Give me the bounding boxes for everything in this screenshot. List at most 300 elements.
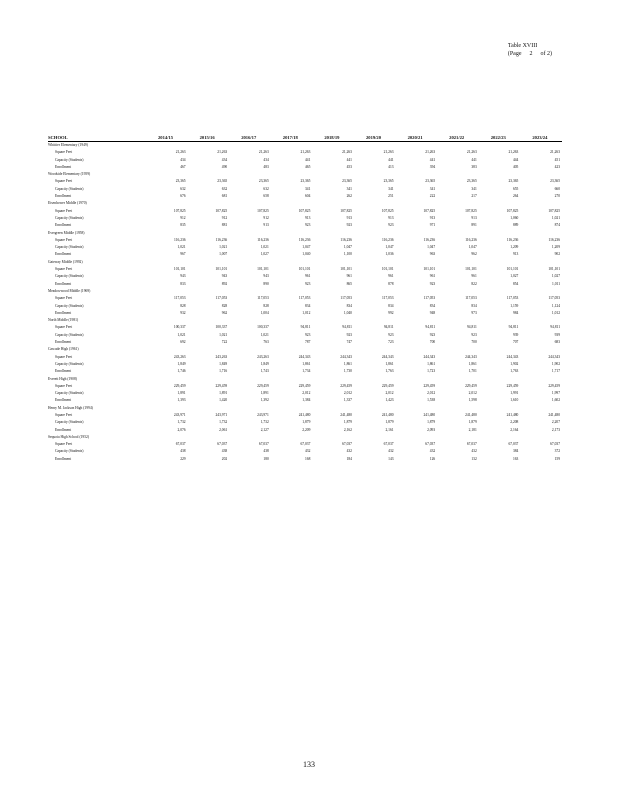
metric-value: 1,602 — [551, 398, 560, 403]
metric-value: 264 — [512, 194, 519, 199]
metric-row — [48, 303, 562, 310]
metric-value: 1,027 — [260, 252, 269, 257]
metric-value: 874 — [554, 223, 560, 228]
metric-value: 1,012 — [551, 310, 560, 315]
metric-value: 1,209 — [510, 245, 519, 250]
metric-value: 67,037 — [550, 442, 560, 447]
metric-value: 902 — [554, 252, 560, 257]
metric-label: Enrollment — [55, 340, 72, 345]
metric-value: 107,825 — [173, 208, 186, 213]
metric-value: 244,343 — [381, 354, 394, 359]
school-row — [48, 434, 562, 441]
metric-value: 835 — [180, 223, 186, 228]
metric-value: 117,053 — [215, 296, 228, 301]
metric-value: 822 — [471, 281, 477, 286]
metric-value: 467 — [180, 164, 186, 169]
metric-value: 241,480 — [423, 412, 436, 417]
metric-value: 2,209 — [302, 427, 311, 432]
metric-value: 1,012 — [302, 310, 311, 315]
metric-value: 372 — [554, 449, 560, 454]
metric-value: 1,027 — [510, 274, 519, 279]
metric-value: 834 — [304, 303, 311, 308]
metric-row — [48, 324, 562, 331]
metric-value: 229,459 — [381, 383, 394, 388]
facilities-table — [48, 133, 562, 463]
metric-row — [48, 222, 562, 229]
metric-value: 2,161 — [385, 427, 394, 432]
metric-value: 341 — [429, 186, 436, 191]
metric-value: 700 — [471, 340, 477, 345]
metric-label: Square Feet — [55, 150, 73, 155]
metric-value: 943 — [221, 274, 228, 279]
metric-value: 1,060 — [510, 215, 519, 220]
metric-row — [48, 339, 562, 346]
metric-value: 1,209 — [551, 245, 560, 250]
metric-value: 444 — [512, 157, 519, 162]
metric-value: 244,343 — [548, 354, 560, 359]
metric-value: 23,365 — [425, 179, 436, 184]
metric-value: 1,021 — [177, 332, 186, 337]
metric-value: 101,101 — [506, 267, 519, 272]
metric-label: Enrollment — [55, 252, 72, 257]
metric-value: 229,459 — [298, 383, 311, 388]
metric-row — [48, 244, 562, 251]
metric-value: 1,047 — [302, 245, 311, 250]
metric-value: 1,392 — [260, 398, 269, 403]
metric-value: 912 — [180, 215, 186, 220]
metric-value: 94,811 — [383, 325, 394, 330]
metric-value: 101,101 — [173, 267, 186, 272]
metric-value: 865 — [346, 281, 352, 286]
metric-value: 241,480 — [298, 412, 311, 417]
metric-value: 2,208 — [510, 420, 519, 425]
metric-value: 229,459 — [173, 383, 186, 388]
metric-value: 1,047 — [468, 245, 477, 250]
metric-value: 341 — [388, 186, 394, 191]
metric-value: 67,037 — [425, 442, 436, 447]
metric-value: 913 — [429, 215, 436, 220]
metric-label: Capacity (Students) — [55, 274, 84, 279]
metric-value: 241,480 — [381, 412, 394, 417]
metric-value: 101,101 — [215, 267, 228, 272]
metric-value: 1,004 — [260, 310, 269, 315]
metric-value: 490 — [221, 164, 228, 169]
metric-value: 932 — [180, 310, 186, 315]
metric-value: 116,236 — [423, 237, 436, 242]
metric-value: 67,037 — [258, 442, 269, 447]
page-of — [508, 50, 560, 58]
metric-value: 100,337 — [173, 325, 186, 330]
metric-value: 1,598 — [468, 398, 477, 403]
metric-value: 961 — [346, 274, 352, 279]
metric-value: 21,263 — [550, 150, 560, 155]
metric-value: 244,343 — [506, 354, 519, 359]
metric-label: Enrollment — [55, 310, 72, 315]
metric-value: 833 — [180, 281, 186, 286]
metric-value: 962 — [221, 310, 228, 315]
metric-label: Capacity (Students) — [55, 303, 84, 308]
metric-value: 1,717 — [551, 369, 560, 374]
metric-value: 21,263 — [258, 150, 269, 155]
metric-value: 432 — [346, 449, 352, 454]
metric-value: 229,459 — [340, 383, 352, 388]
metric-value: 912 — [221, 215, 228, 220]
metric-value: 101,101 — [340, 267, 352, 272]
metric-value: 21,263 — [175, 150, 186, 155]
metric-value: 2,012 — [427, 391, 436, 396]
metric-value: 984 — [512, 310, 519, 315]
metric-value: 270 — [554, 194, 560, 199]
metric-value: 1,538 — [427, 398, 436, 403]
metric-value: 1,861 — [385, 361, 394, 366]
metric-value: 100,337 — [257, 325, 269, 330]
page-word: (Page — [507, 51, 522, 57]
metric-value: 961 — [471, 274, 477, 279]
metric-value: 116,236 — [548, 237, 560, 242]
metric-label: Capacity (Students) — [55, 245, 84, 250]
metric-value: 2,181 — [468, 427, 477, 432]
metric-value: 116,236 — [506, 237, 519, 242]
metric-value: 222 — [429, 194, 436, 199]
metric-value: 923 — [429, 332, 436, 337]
school-row — [48, 142, 562, 150]
metric-label: Capacity (Students) — [55, 157, 84, 162]
metric-value: 117,053 — [174, 296, 186, 301]
metric-value: 1,734 — [302, 369, 311, 374]
metric-value: 2,012 — [468, 391, 477, 396]
header-row — [48, 133, 562, 142]
header-school: SCHOOL — [48, 134, 68, 140]
metric-value: 101,101 — [548, 267, 560, 272]
metric-value: 912 — [263, 215, 269, 220]
metric-value: 434 — [263, 157, 269, 162]
table-id: Table XVIII — [507, 43, 538, 49]
header-year: 2015/16 — [199, 134, 215, 140]
metric-value: 67,037 — [300, 442, 311, 447]
school-row — [48, 405, 562, 412]
metric-value: 117,053 — [548, 296, 560, 301]
metric-value: 229,459 — [257, 383, 269, 388]
school-name: Cascade High (1961) — [48, 347, 79, 352]
metric-value: 923 — [471, 332, 477, 337]
metric-value: 632 — [263, 186, 269, 191]
metric-value: 1,849 — [177, 361, 186, 366]
metric-label: Square Feet — [55, 442, 73, 447]
metric-value: 432 — [388, 449, 394, 454]
metric-value: 1,723 — [427, 369, 436, 374]
metric-value: 341 — [304, 186, 311, 191]
of-word: of 2) — [540, 51, 552, 57]
metric-value: 341 — [346, 186, 352, 191]
metric-value: 243,971 — [215, 412, 228, 417]
metric-value: 438 — [263, 449, 269, 454]
metric-value: 243,263 — [215, 354, 228, 359]
metric-value: 94,811 — [550, 325, 560, 330]
metric-label: Square Feet — [55, 208, 73, 213]
metric-value: 243,971 — [257, 412, 269, 417]
metric-value: 747 — [346, 340, 352, 345]
metric-value: 1,036 — [385, 252, 394, 257]
metric-label: Capacity (Students) — [55, 215, 84, 220]
metric-value: 992 — [388, 310, 394, 315]
metric-value: 413 — [388, 164, 394, 169]
metric-value: 923 — [429, 281, 436, 286]
metric-value: 67,037 — [342, 442, 352, 447]
metric-value: 101,101 — [381, 267, 394, 272]
metric-value: 438 — [180, 449, 186, 454]
metric-value: 23,365 — [175, 179, 186, 184]
metric-value: 441 — [388, 157, 394, 162]
metric-label: Enrollment — [55, 223, 72, 228]
metric-value: 890 — [263, 281, 269, 286]
metric-value: 453 — [346, 164, 352, 169]
metric-value: 889 — [512, 223, 519, 228]
metric-value: 116,236 — [174, 237, 186, 242]
metric-value: 101,101 — [465, 267, 477, 272]
metric-value: 971 — [429, 223, 436, 228]
metric-value: 1,902 — [510, 361, 519, 366]
metric-value: 660 — [554, 186, 560, 191]
metric-value: 1,027 — [551, 274, 560, 279]
metric-value: 94,811 — [508, 325, 519, 330]
metric-value: 1,902 — [551, 361, 560, 366]
metric-value: 100,337 — [215, 325, 228, 330]
metric-value: 241,480 — [340, 412, 352, 417]
metric-row — [48, 149, 562, 156]
metric-value: 1,040 — [302, 252, 311, 257]
metric-row — [48, 448, 562, 455]
school-row — [48, 171, 562, 178]
metric-value: 116,236 — [298, 237, 311, 242]
metric-value: 676 — [180, 194, 186, 199]
metric-value: 184 — [346, 456, 352, 461]
metric-value: 943 — [263, 274, 269, 279]
metric-value: 1,732 — [260, 420, 269, 425]
school-row — [48, 230, 562, 237]
metric-row — [48, 273, 562, 280]
metric-value: 1,732 — [219, 420, 228, 425]
metric-value: 1,423 — [385, 398, 394, 403]
metric-value: 1,021 — [260, 332, 269, 337]
metric-value: 1,021 — [260, 245, 269, 250]
metric-value: 1,124 — [551, 303, 560, 308]
metric-value: 483 — [263, 164, 269, 169]
metric-value: 244,343 — [298, 354, 311, 359]
header-year: 2021/22 — [449, 134, 465, 140]
metric-value: 107,825 — [465, 208, 477, 213]
metric-value: 432 — [471, 449, 477, 454]
metric-value: 116,236 — [257, 237, 269, 242]
metric-row — [48, 208, 562, 215]
metric-value: 383 — [471, 164, 477, 169]
metric-value: 23,365 — [550, 179, 560, 184]
metric-value: 1,997 — [551, 391, 560, 396]
metric-value: 1,879 — [302, 420, 311, 425]
metric-value: 116,236 — [215, 237, 228, 242]
metric-value: 394 — [429, 164, 436, 169]
metric-label: Square Feet — [55, 412, 73, 417]
metric-value: 180 — [263, 456, 269, 461]
metric-value: 1,861 — [468, 361, 477, 366]
metric-value: 23,365 — [217, 179, 228, 184]
metric-value: 962 — [471, 252, 477, 257]
metric-value: 2,061 — [219, 427, 228, 432]
metric-value: 913 — [263, 223, 269, 228]
metric-value: 117,053 — [506, 296, 519, 301]
metric-value: 441 — [304, 157, 311, 162]
metric-value: 1,716 — [219, 369, 228, 374]
page-number: 133 — [303, 760, 315, 769]
metric-value: 923 — [346, 223, 352, 228]
metric-value: 1,021 — [219, 332, 228, 337]
metric-value: 262 — [346, 194, 352, 199]
metric-row — [48, 251, 562, 258]
metric-value: 434 — [180, 157, 186, 162]
metric-value: 94,811 — [300, 325, 311, 330]
metric-value: 2,173 — [551, 427, 560, 432]
metric-value: 1,849 — [219, 361, 228, 366]
metric-value: 23,365 — [258, 179, 269, 184]
metric-value: 168 — [304, 456, 311, 461]
metric-label: Square Feet — [55, 237, 73, 242]
metric-label: Enrollment — [55, 427, 72, 432]
metric-value: 101,101 — [298, 267, 311, 272]
metric-value: 117,053 — [298, 296, 311, 301]
metric-value: 834 — [471, 303, 477, 308]
metric-value: 1,384 — [302, 398, 311, 403]
metric-value: 67,037 — [217, 442, 228, 447]
metric-value: 94,811 — [342, 325, 352, 330]
metric-value: 1,047 — [427, 245, 436, 250]
metric-row — [48, 419, 562, 426]
metric-value: 441 — [346, 157, 352, 162]
metric-value: 23,365 — [508, 179, 519, 184]
metric-value: 923 — [304, 281, 311, 286]
metric-label: Square Feet — [55, 354, 73, 359]
metric-row — [48, 157, 562, 164]
metric-value: 159 — [554, 456, 560, 461]
metric-value: 244,343 — [340, 354, 352, 359]
metric-value: 1,861 — [343, 361, 352, 366]
metric-value: 787 — [304, 340, 311, 345]
metric-value: 107,825 — [340, 208, 352, 213]
metric-row — [48, 441, 562, 448]
metric-value: 723 — [388, 340, 394, 345]
metric-value: 1,879 — [343, 420, 352, 425]
metric-value: 241,480 — [465, 412, 477, 417]
metric-value: 1,337 — [343, 398, 352, 403]
metric-value: 828 — [221, 303, 228, 308]
metric-row — [48, 354, 562, 361]
metric-value: 434 — [221, 157, 228, 162]
metric-value: 1,763 — [510, 369, 519, 374]
metric-value: 2,164 — [510, 427, 519, 432]
metric-label: Enrollment — [55, 369, 72, 374]
school-name: Henry M. Jackson High (1994) — [48, 405, 93, 410]
metric-value: 229,459 — [423, 383, 436, 388]
metric-value: 1,891 — [177, 391, 186, 396]
metric-row — [48, 332, 562, 339]
metric-value: 251 — [388, 194, 394, 199]
metric-value: 1,040 — [343, 310, 352, 315]
metric-value: 923 — [304, 332, 311, 337]
metric-row — [48, 412, 562, 419]
metric-value: 913 — [346, 215, 352, 220]
school-row — [48, 317, 562, 324]
metric-value: 878 — [388, 281, 394, 286]
metric-row — [48, 186, 562, 193]
metric-value: 881 — [221, 223, 228, 228]
metric-label: Enrollment — [55, 164, 72, 169]
metric-value: 441 — [471, 157, 477, 162]
metric-value: 2,093 — [427, 427, 436, 432]
metric-row — [48, 237, 562, 244]
metric-value: 116,236 — [382, 237, 394, 242]
metric-label: Enrollment — [55, 398, 72, 403]
metric-value: 143 — [388, 456, 394, 461]
metric-value: 21,263 — [425, 150, 436, 155]
metric-value: 913 — [471, 215, 477, 220]
header-year: 2016/17 — [241, 134, 257, 140]
metric-value: 384 — [512, 449, 519, 454]
metric-value: 2,076 — [177, 427, 186, 432]
metric-value: 939 — [554, 332, 560, 337]
metric-value: 973 — [471, 310, 477, 315]
metric-value: 1,011 — [552, 281, 560, 286]
metric-value: 963 — [429, 252, 436, 257]
metric-value: 1,701 — [468, 369, 477, 374]
metric-value: 2,012 — [343, 391, 352, 396]
school-name: Eisenhower Middle (1970) — [48, 201, 87, 206]
metric-label: Square Feet — [55, 325, 73, 330]
metric-value: 117,053 — [423, 296, 436, 301]
metric-value: 1,849 — [260, 361, 269, 366]
metric-value: 67,037 — [383, 442, 394, 447]
school-row — [48, 259, 562, 266]
metric-value: 107,825 — [257, 208, 269, 213]
metric-value: 101,101 — [257, 267, 269, 272]
metric-row — [48, 361, 562, 368]
header-year: 2014/15 — [158, 134, 174, 140]
table-body — [48, 142, 562, 464]
metric-value: 441 — [429, 157, 436, 162]
metric-value: 923 — [388, 332, 394, 337]
school-row — [48, 376, 562, 383]
metric-value: 722 — [221, 340, 228, 345]
metric-value: 241,480 — [548, 412, 560, 417]
metric-value: 913 — [388, 215, 394, 220]
metric-label: Square Feet — [55, 296, 73, 301]
metric-value: 23,365 — [342, 179, 352, 184]
metric-value: 229,459 — [465, 383, 477, 388]
metric-value: 2,012 — [302, 391, 311, 396]
school-name: Sequoia High School (1952) — [48, 434, 90, 439]
metric-label: Square Feet — [55, 179, 73, 184]
metric-value: 1,159 — [510, 303, 519, 308]
metric-value: 913 — [512, 252, 519, 257]
metric-value: 1,610 — [510, 398, 519, 403]
metric-value: 923 — [304, 223, 311, 228]
metric-value: 854 — [512, 281, 519, 286]
metric-value: 604 — [304, 194, 311, 199]
metric-value: 1,861 — [302, 361, 311, 366]
header-year: 2023/24 — [532, 134, 548, 140]
school-name: Gateway Middle (1992) — [48, 259, 83, 264]
metric-value: 913 — [304, 215, 311, 220]
metric-label: Enrollment — [55, 194, 72, 199]
metric-value: 828 — [180, 303, 186, 308]
metric-label: Capacity (Students) — [55, 186, 84, 191]
